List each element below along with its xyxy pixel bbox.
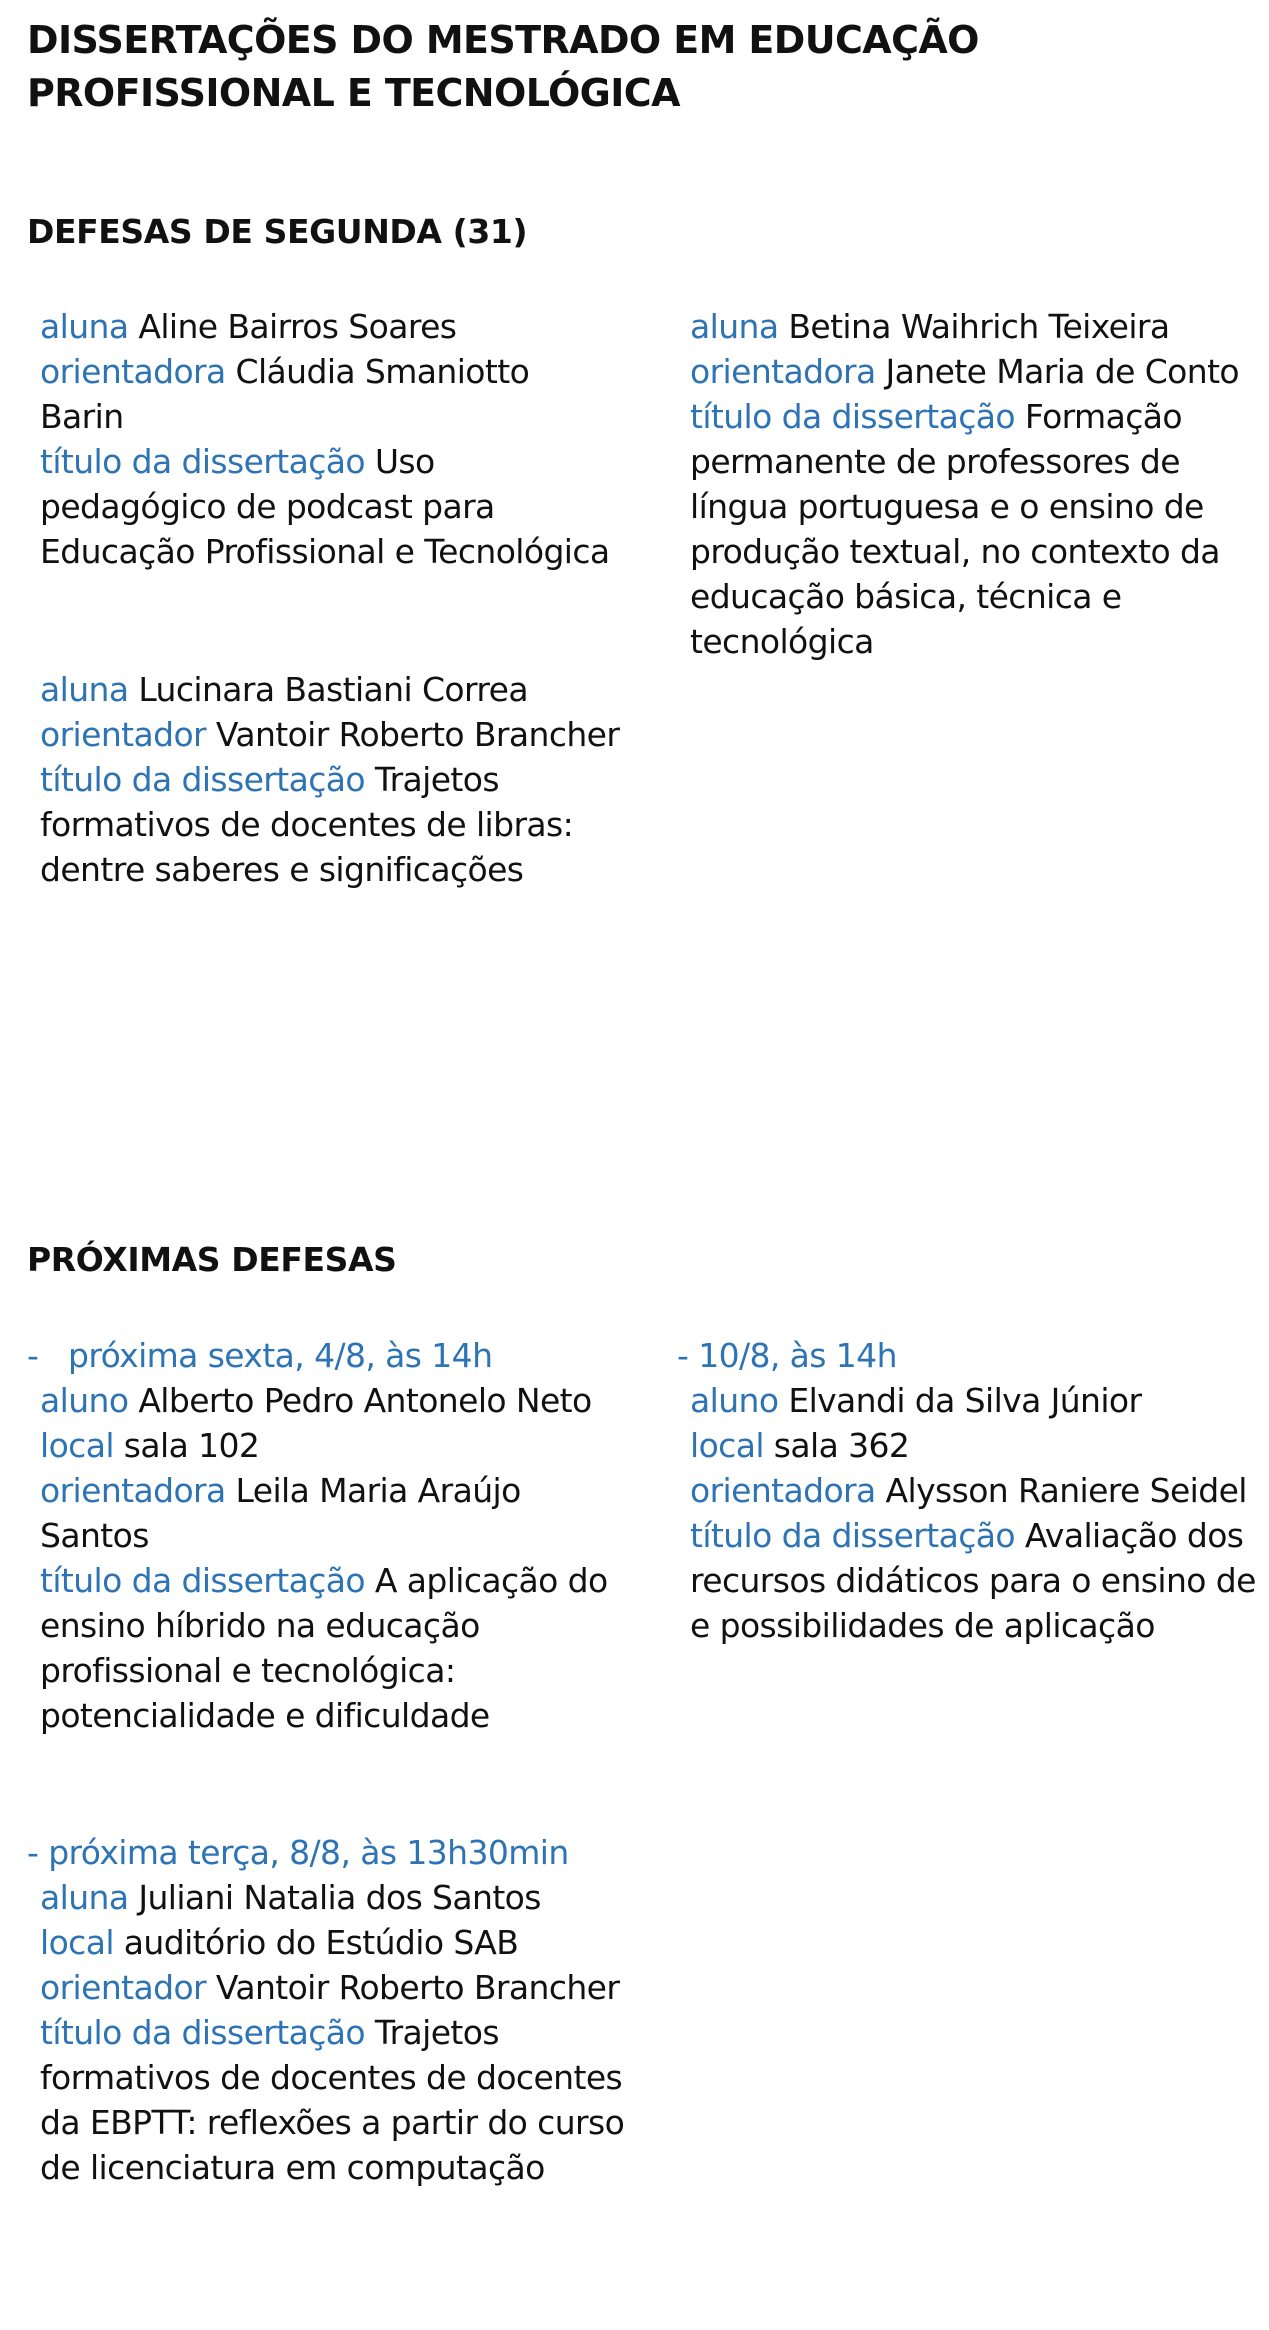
location-label: local [690,1426,764,1465]
student-line [690,1378,1257,1423]
defense-date: - próxima sexta, 4/8, às 14h [27,1336,493,1375]
advisor-label: orientador [40,715,207,754]
student-label: aluno [40,1381,129,1420]
location-label: local [40,1426,114,1465]
dissertation-title: Avaliação dos recursos didáticos para o ensino de e possibilidades de aplicação [690,1516,1256,1645]
location-value: auditório do Estúdio SAB [123,1923,519,1962]
advisor-label: orientadora [690,1471,876,1510]
advisor-line [690,1468,1257,1513]
advisor-line [40,1468,627,1558]
location-value: sala 362 [773,1426,910,1465]
page-title-line-1: DISSERTAÇÕES DO MESTRADO EM EDUCAÇÃO [27,18,979,62]
student-label: aluno [690,1381,779,1420]
upcoming-defense-alberto [27,1333,627,1738]
dissertation-title: Formação permanente de professores de língua portuguesa e o ensino de produção textual, no contexto da educação básica, técnica e tecnológica [690,397,1220,661]
defense-date: - 10/8, às 14h [677,1336,897,1375]
student-name: Lucinara Bastiani Correa [138,670,528,709]
advisor-line [40,349,620,439]
student-label: aluna [40,307,129,346]
advisor-label: orientadora [40,1471,226,1510]
title-line [40,1558,627,1738]
section-heading-segunda: DEFESAS DE SEGUNDA (31) [27,212,528,251]
advisor-name: Janete Maria de Conto [885,352,1239,391]
student-line [40,1378,627,1423]
page-title [27,14,1227,120]
dissertation-title-label: título da dissertação [40,2013,365,2052]
student-name: Elvandi da Silva Júnior [788,1381,1142,1420]
student-name: Aline Bairros Soares [138,307,457,346]
defense-entry-aline [40,304,620,574]
location-line [40,1920,627,1965]
section-heading-proximas: PRÓXIMAS DEFESAS [27,1240,397,1279]
advisor-line [40,712,620,757]
location-line [40,1423,627,1468]
advisor-label: orientador [40,1968,207,2007]
defense-date: - próxima terça, 8/8, às 13h30min [27,1833,569,1872]
advisor-line [40,1965,627,2010]
advisor-label: orientadora [690,352,876,391]
dissertation-title: Trajetos formativos de docentes de libras: dentre saberes e significações [40,760,574,889]
defense-details [27,1875,627,2190]
location-line [690,1423,1257,1468]
student-name: Betina Waihrich Teixeira [788,307,1170,346]
student-line [40,667,620,712]
defense-details [27,1378,627,1738]
title-line [40,2010,627,2190]
student-line [690,304,1255,349]
advisor-name: Cláudia Smaniotto Barin [40,352,530,436]
advisor-name: Alysson Raniere Seidel [885,1471,1247,1510]
dissertation-title: Trajetos formativos de docentes de docentes da EBPTT: reflexões a partir do curso de licenciatura em computação [40,2013,625,2187]
page-title-line-2: PROFISSIONAL E TECNOLÓGICA [27,71,680,115]
advisor-line [690,349,1255,394]
student-name: Juliani Natalia dos Santos [138,1878,541,1917]
advisor-name: Vantoir Roberto Brancher [215,1968,620,2007]
title-line [690,394,1255,664]
advisor-name: Leila Maria Araújo Santos [40,1471,521,1555]
location-value: sala 102 [123,1426,260,1465]
title-line [690,1513,1257,1648]
advisor-label: orientadora [40,352,226,391]
dissertation-title-label: título da dissertação [40,1561,365,1600]
title-line [40,439,620,574]
defense-entry-lucinara [40,667,620,892]
dissertation-title: A aplicação do ensino híbrido na educação profissional e tecnológica: potencialidade e dificuldade [40,1561,608,1735]
student-label: aluna [40,1878,129,1917]
dissertation-title-label: título da dissertação [40,442,365,481]
dissertation-title-label: título da dissertação [690,1516,1015,1555]
upcoming-defense-elvandi [677,1333,1257,1648]
dissertation-title-label: título da dissertação [690,397,1015,436]
title-line [40,757,620,892]
dissertation-title: Uso pedagógico de podcast para Educação Profissional e Tecnológica [40,442,610,571]
dissertation-title-label: título da dissertação [40,760,365,799]
student-name: Alberto Pedro Antonelo Neto [138,1381,592,1420]
student-line [40,304,620,349]
student-line [40,1875,627,1920]
student-label: aluna [40,670,129,709]
location-label: local [40,1923,114,1962]
upcoming-defense-juliani [27,1830,627,2190]
defense-entry-betina [690,304,1255,664]
defense-details [677,1378,1257,1648]
student-label: aluna [690,307,779,346]
advisor-name: Vantoir Roberto Brancher [215,715,620,754]
